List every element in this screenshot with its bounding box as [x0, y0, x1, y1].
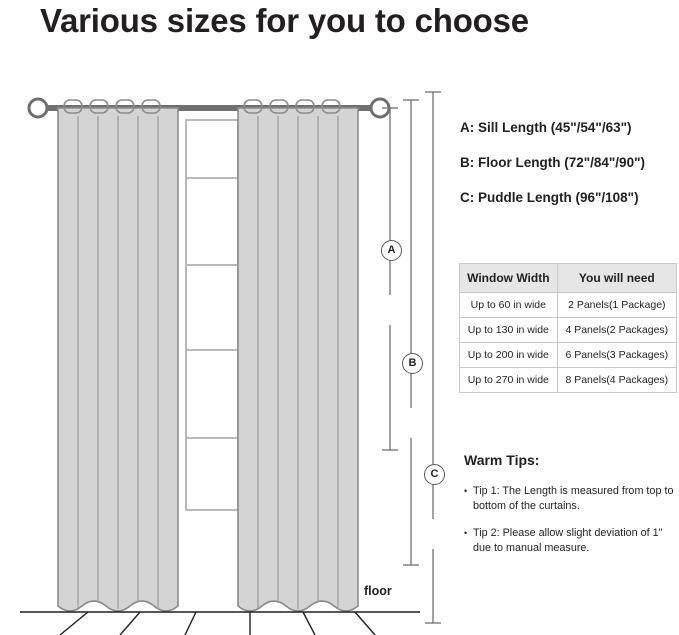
cell-window-width: Up to 270 in wide — [460, 368, 558, 393]
column-header-you-will-need: You will need — [557, 264, 676, 293]
dimension-line-a — [382, 108, 398, 450]
page-title: Various sizes for you to choose — [40, 2, 529, 39]
dimension-badge-a: A — [381, 240, 402, 261]
cell-you-will-need: 2 Panels(1 Package) — [557, 293, 676, 318]
floor-label: floor — [364, 584, 392, 598]
floor-lines — [20, 612, 420, 635]
warm-tips-title: Warm Tips: — [464, 452, 540, 468]
cell-window-width: Up to 60 in wide — [460, 293, 558, 318]
table-row — [460, 293, 677, 318]
cell-you-will-need: 8 Panels(4 Packages) — [557, 368, 676, 393]
cell-window-width: Up to 200 in wide — [460, 343, 558, 368]
window-frame — [186, 120, 238, 510]
curtain-panel-right — [238, 100, 358, 611]
cell-window-width: Up to 130 in wide — [460, 318, 558, 343]
tip-item-2: • Tip 2: Please allow slight deviation of 1" due to manual measure. — [464, 526, 674, 556]
table-row — [460, 368, 677, 393]
warm-tips — [464, 452, 674, 568]
table-header-row — [460, 264, 677, 293]
dimension-line-b — [403, 100, 419, 565]
dimension-badge-c: C — [424, 464, 445, 485]
column-header-window-width: Window Width — [460, 264, 558, 293]
curtain-diagram — [0, 60, 460, 635]
tip-item-1: • Tip 1: The Length is measured from top to bottom of the curtains. — [464, 484, 674, 514]
diagram-svg — [0, 60, 460, 635]
panel-quantity-table — [459, 263, 677, 393]
dimension-line-c — [425, 92, 441, 623]
legend-item-b: B: Floor Length (72"/84"/90") — [460, 155, 645, 170]
table-row — [460, 343, 677, 368]
cell-you-will-need: 4 Panels(2 Packages) — [557, 318, 676, 343]
legend-item-c: C: Puddle Length (96"/108") — [460, 190, 639, 205]
cell-you-will-need: 6 Panels(3 Packages) — [557, 343, 676, 368]
curtain-panel-left — [58, 100, 178, 611]
length-legend — [460, 120, 675, 225]
dimension-badge-b: B — [402, 353, 423, 374]
table-row — [460, 318, 677, 343]
legend-item-a: A: Sill Length (45"/54"/63") — [460, 120, 632, 135]
